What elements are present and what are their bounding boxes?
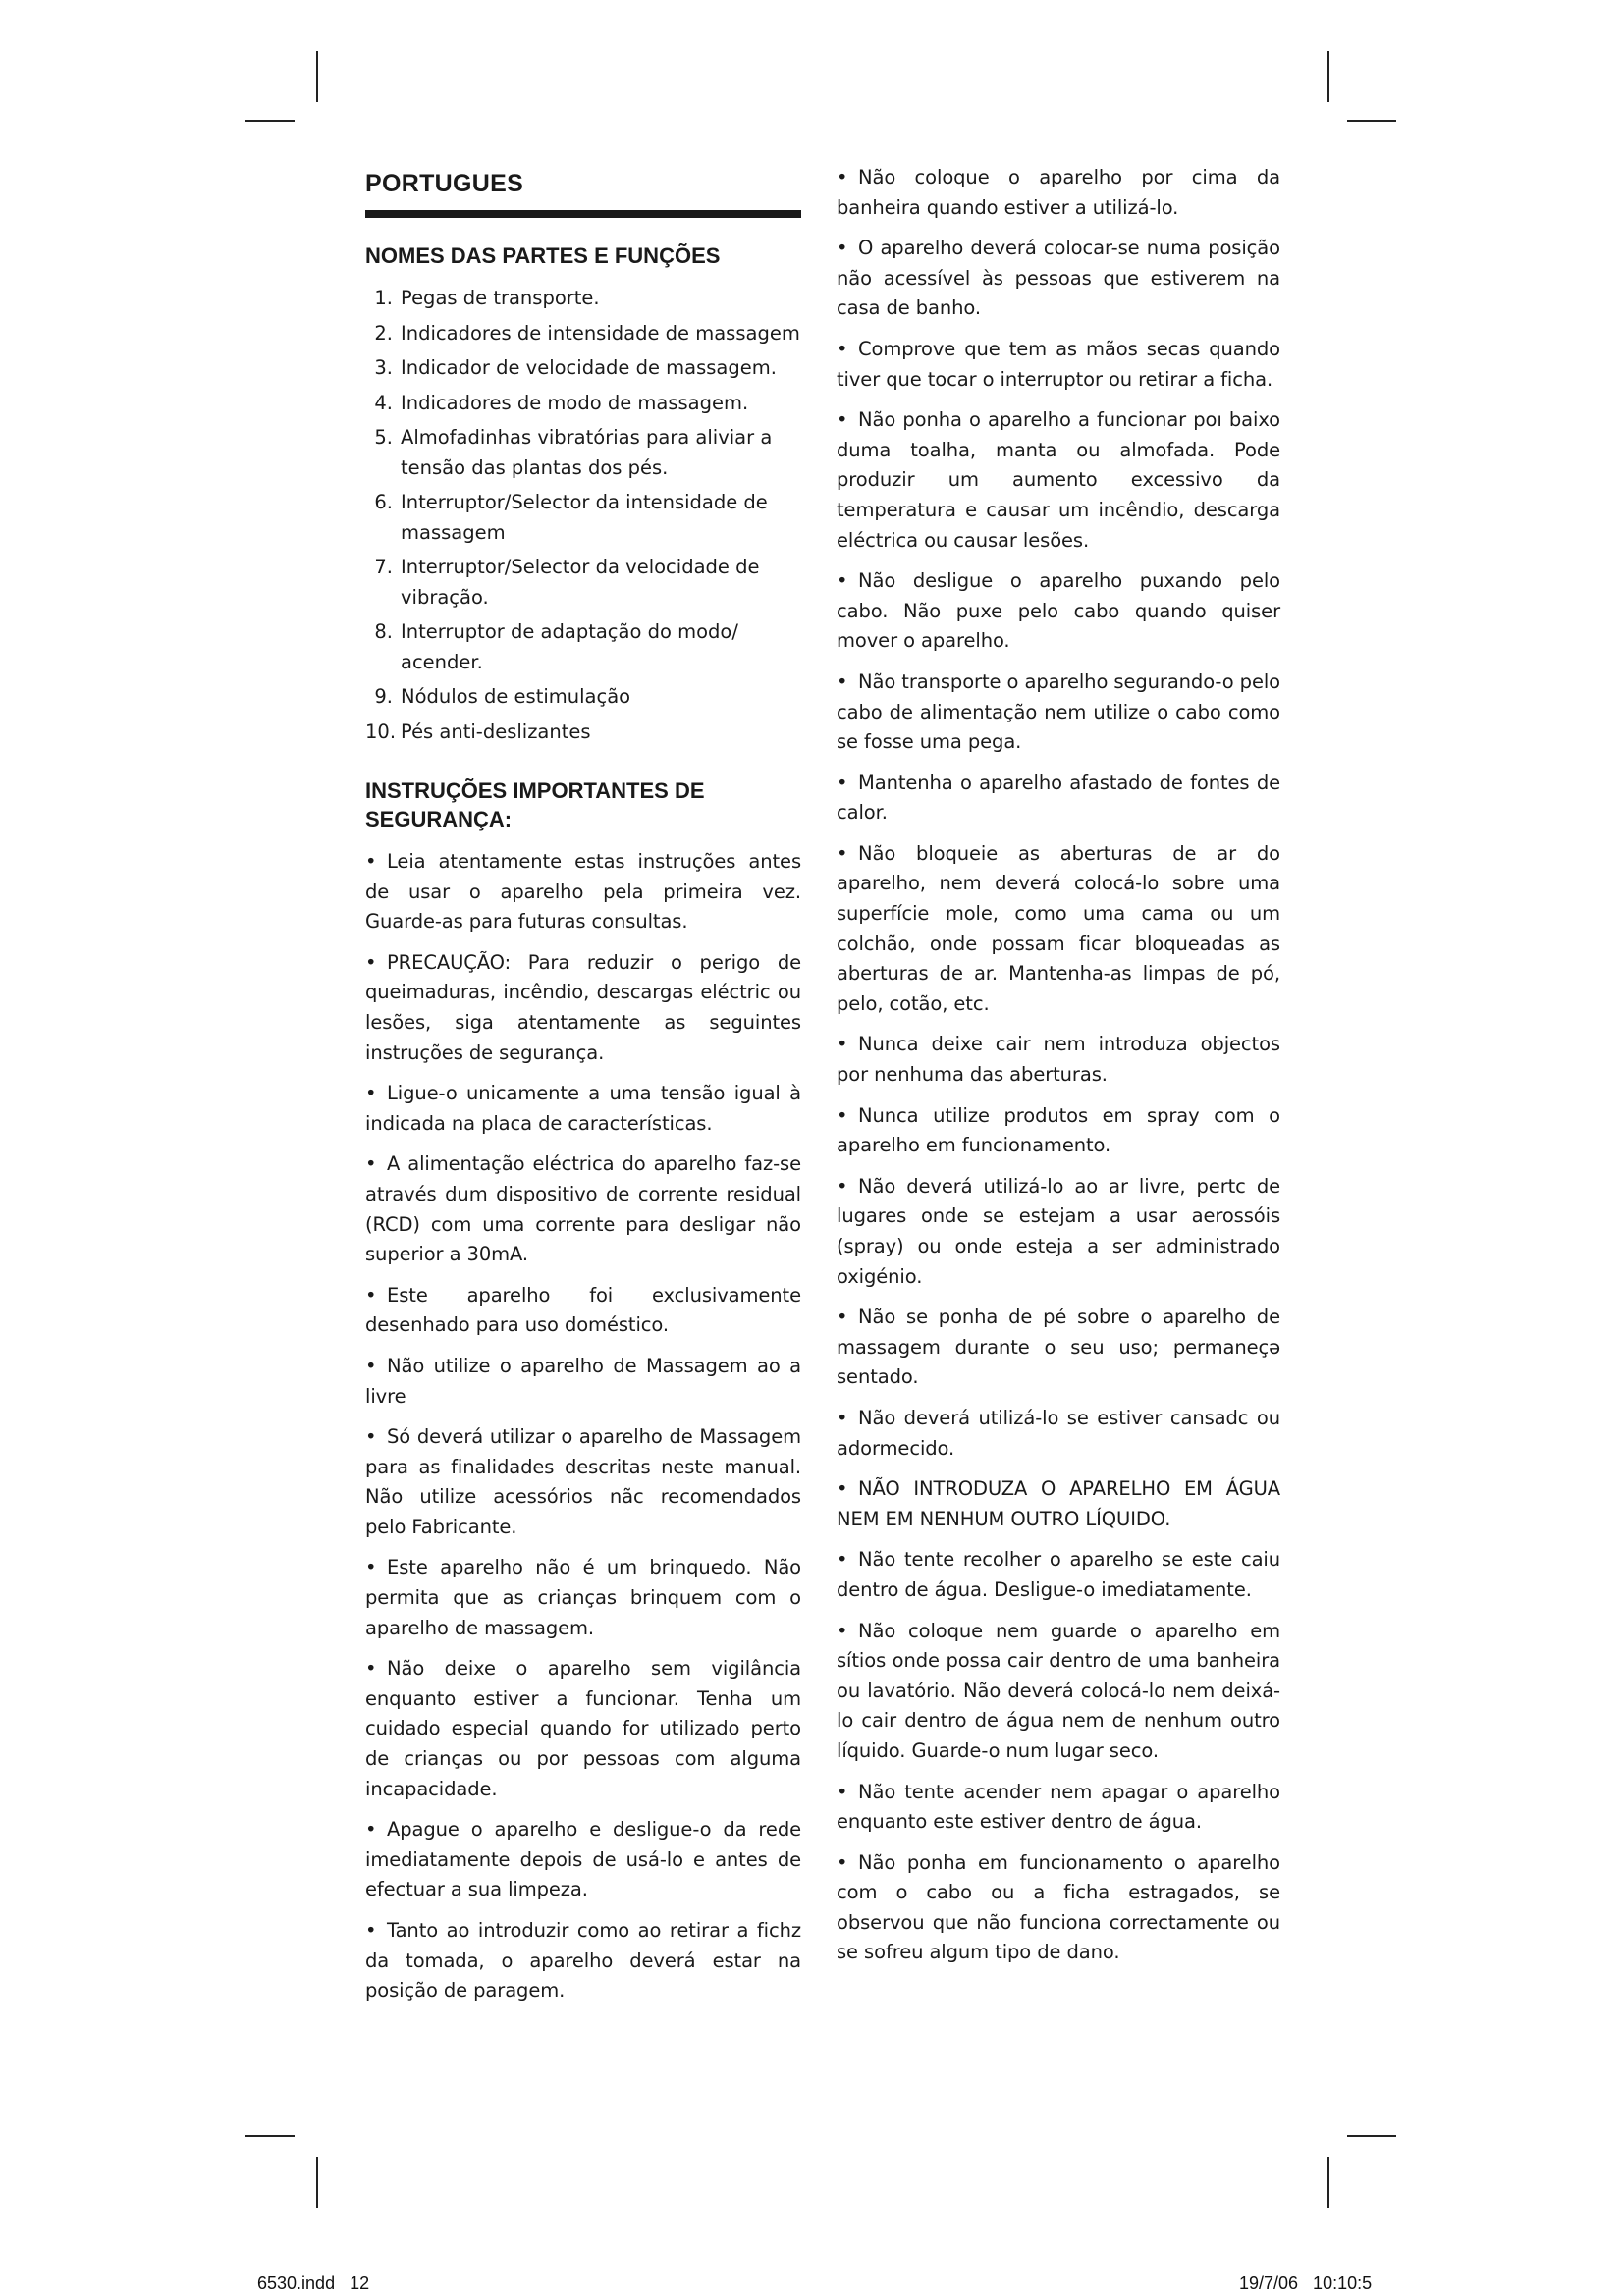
bullet-icon: • xyxy=(837,166,848,188)
bullet-text: Não coloque o aparelho por cima da banheira quando estiver a utilizá-lo. xyxy=(837,166,1280,219)
item-number: 10. xyxy=(365,720,397,743)
bullet-text: Não tente acender nem apagar o aparelho enquanto este estiver dentro de água. xyxy=(837,1780,1280,1834)
item-number: 4. xyxy=(374,391,393,414)
item-text: Pés anti-deslizantes xyxy=(401,720,591,743)
bullet-item xyxy=(837,1617,1280,1767)
item-text: Indicadores de modo de massagem. xyxy=(401,391,749,414)
item-text: Interruptor/Selector da velocidade de vibração. xyxy=(401,556,760,609)
bullet-item xyxy=(365,1654,801,1804)
bullet-icon: • xyxy=(365,950,377,974)
bullet-text: Ligue-o unicamente a uma tensão igual à indicada na placa de características. xyxy=(365,1082,801,1135)
file-label: 6530.indd 12 xyxy=(257,2273,370,2293)
bullet-item xyxy=(837,1474,1280,1534)
bullet-item xyxy=(837,335,1280,395)
print-timestamp: 19/7/06 10:10:5 xyxy=(1239,2273,1373,2293)
bullet-icon: • xyxy=(837,1103,848,1127)
bullet-text: NÃO INTRODUZA O APARELHO EM ÁGUA NEM EM NENHUM OUTRO LÍQUIDO. xyxy=(837,1477,1280,1530)
bullet-item xyxy=(837,566,1280,657)
bullet-text: O aparelho deverá colocar-se numa posição não acessível às pessoas que estiverem na casa de banho. xyxy=(837,237,1280,320)
bullet-item xyxy=(837,667,1280,758)
list-item xyxy=(365,353,801,384)
title-rule xyxy=(365,210,801,218)
list-item xyxy=(365,718,801,748)
left-column xyxy=(365,157,801,2017)
bullet-item xyxy=(365,1815,801,1905)
item-number: 6. xyxy=(374,491,393,513)
item-text: Indicador de velocidade de massagem. xyxy=(401,356,777,379)
bullet-icon: • xyxy=(365,1425,377,1449)
safety-list-left xyxy=(365,847,801,2006)
list-item xyxy=(365,553,801,613)
bullet-icon: • xyxy=(837,337,848,360)
bullet-text: Apague o aparelho e desligue-o da rede imediatamente depois de usá-lo e antes de efectuar a sua limpeza. xyxy=(365,1818,801,1901)
item-text: Almofadinhas vibratórias para aliviar a tensão das plantas dos pés. xyxy=(401,426,773,479)
crop-mark-bottom-right-h xyxy=(1347,2135,1396,2137)
bullet-text: Não deverá utilizá-lo se estiver cansadc ou adormecido. xyxy=(837,1406,1280,1460)
bullet-item xyxy=(837,234,1280,324)
bullet-item xyxy=(837,1404,1280,1464)
bullet-item xyxy=(837,1030,1280,1090)
bullet-item xyxy=(365,1149,801,1269)
list-item xyxy=(365,319,801,349)
parts-list xyxy=(365,284,801,747)
bullet-text: Comprove que tem as mãos secas quando tiver que tocar o interruptor ou retirar a ficha. xyxy=(837,337,1280,391)
bullet-item xyxy=(837,1101,1280,1161)
bullet-icon: • xyxy=(365,1082,377,1105)
bullet-icon: • xyxy=(837,237,848,260)
bullet-text: Não se ponha de pé sobre o aparelho de massagem durante o seu uso; permaneçə sentado. xyxy=(837,1306,1280,1389)
bullet-text: Leia atentamente estas instruções antes de usar o aparelho pela primeira vez. Guarde-as para futuras consultas. xyxy=(365,850,801,934)
bullet-item xyxy=(837,1778,1280,1838)
bullet-icon: • xyxy=(365,1354,377,1377)
bullet-text: PRECAUÇÃO: Para reduzir o perigo de queimaduras, incêndio, descargas eléctric ou lesões, siga atentamente as seguintes instruções de segurança. xyxy=(365,950,801,1064)
item-number: 8. xyxy=(374,620,393,643)
bullet-icon: • xyxy=(837,841,848,865)
list-item xyxy=(365,389,801,419)
list-item xyxy=(365,423,801,483)
bullet-item xyxy=(365,1553,801,1643)
item-text: Indicadores de intensidade de massagem xyxy=(401,321,800,345)
bullet-text: Tanto ao introduzir como ao retirar a fichz da tomada, o aparelho deverá estar na posição de paragem. xyxy=(365,1919,801,2002)
bullet-item xyxy=(365,1352,801,1412)
bullet-text: Não desligue o aparelho puxando pelo cabo. Não puxe pelo cabo quando quiser mover o aparelho. xyxy=(837,569,1280,653)
bullet-item xyxy=(837,1848,1280,1968)
item-number: 9. xyxy=(374,685,393,708)
crop-mark-top-right-v xyxy=(1327,51,1329,102)
bullet-icon: • xyxy=(837,1406,848,1429)
bullet-text: Este aparelho foi exclusivamente desenhado para uso doméstico. xyxy=(365,1283,801,1337)
bullet-text: Não ponha em funcionamento o aparelho com o cabo ou a ficha estragados, se observou que não funciona correctamente ou se sofreu algum tipo de dano. xyxy=(837,1850,1280,1964)
bullet-item xyxy=(837,839,1280,1020)
bullet-icon: • xyxy=(365,1657,377,1681)
list-item xyxy=(365,284,801,314)
bullet-text: Não transporte o aparelho segurando-o pelo cabo de alimentação nem utilize o cabo como se fosse uma pega. xyxy=(837,669,1280,754)
crop-mark-bottom-left-h xyxy=(245,2135,295,2137)
bullet-item xyxy=(837,1545,1280,1605)
bullet-text: Não deverá utilizá-lo ao ar livre, pertc de lugares onde se estejam a usar aerossóis (spray) ou onde esteja a ser administrado oxigénio. xyxy=(837,1174,1280,1288)
list-item xyxy=(365,488,801,548)
bullet-text: Mantenha o aparelho afastado de fontes de calor. xyxy=(837,771,1280,825)
bullet-icon: • xyxy=(365,1919,377,1942)
bullet-text: Não utilize o aparelho de Massagem ao a livre xyxy=(365,1354,801,1408)
bullet-item xyxy=(365,948,801,1068)
bullet-text: Não deixe o aparelho sem vigilância enquanto estiver a funcionar. Tenha um cuidado especial quando for utilizado perto de crianças ou por pessoas com alguma incapacidade. xyxy=(365,1657,801,1800)
list-item xyxy=(365,682,801,713)
item-text: Interruptor/Selector da intensidade de massagem xyxy=(401,491,768,544)
bullet-text: Este aparelho não é um brinquedo. Não permita que as crianças brinquem com o aparelho de massagem. xyxy=(365,1556,801,1639)
bullet-item xyxy=(837,163,1280,223)
bullet-icon: • xyxy=(837,569,848,593)
crop-mark-bottom-left-v xyxy=(316,2157,318,2208)
language-title: PORTUGUES xyxy=(365,170,524,197)
item-number: 1. xyxy=(374,287,393,309)
item-number: 7. xyxy=(374,556,393,578)
bullet-icon: • xyxy=(365,850,377,873)
bullet-text: Nunca utilize produtos em spray com o aparelho em funcionamento. xyxy=(837,1103,1280,1157)
bullet-icon: • xyxy=(837,1619,848,1642)
bullet-icon: • xyxy=(837,1477,848,1501)
item-text: Interruptor de adaptação do modo/ acender. xyxy=(401,620,738,673)
bullet-text: Não ponha o aparelho a funcionar poı baixo duma toalha, manta ou almofada. Pode produzir um aumento excessivo da temperatura e causar um incêndio, descarga eléctrica ou causar lesões. xyxy=(837,408,1280,552)
crop-mark-top-left-v xyxy=(316,51,318,102)
bullet-text: Não coloque nem guarde o aparelho em sítios onde possa cair dentro de uma banheira ou lavatório. Não deverá colocá-lo nem deixá-lo cair dentro de água nem de nenhum outro líquido. Guarde-o num lugar seco. xyxy=(837,1619,1280,1762)
bullet-icon: • xyxy=(837,1780,848,1803)
bullet-item xyxy=(837,1303,1280,1393)
bullet-icon: • xyxy=(837,1306,848,1329)
bullet-text: Não tente recolher o aparelho se este caiu dentro de água. Desligue-o imediatamente. xyxy=(837,1548,1280,1601)
bullet-text: Só deverá utilizar o aparelho de Massagem para as finalidades descritas neste manual. Não utilize acessórios nãc recomendados pelo Fabricante. xyxy=(365,1425,801,1538)
bullet-item xyxy=(365,847,801,937)
safety-list-right xyxy=(837,163,1280,1968)
crop-mark-bottom-right-v xyxy=(1327,2157,1329,2208)
bullet-icon: • xyxy=(837,1548,848,1572)
bullet-item xyxy=(365,1916,801,2006)
bullet-text: Não bloqueie as aberturas de ar do aparelho, nem deverá colocá-lo sobre uma superfície mole, como uma cama ou um colchão, onde possam ficar bloqueadas as aberturas de ar. Mantenha-as limpas de pó, pelo, cotão, etc. xyxy=(837,841,1280,1015)
crop-mark-top-right-h xyxy=(1347,120,1396,122)
item-number: 3. xyxy=(374,356,393,379)
bullet-icon: • xyxy=(365,1283,377,1307)
item-text: Nódulos de estimulação xyxy=(401,685,631,708)
bullet-icon: • xyxy=(365,1556,377,1579)
item-number: 5. xyxy=(374,426,393,449)
bullet-icon: • xyxy=(837,771,848,794)
bullet-icon: • xyxy=(365,1818,377,1842)
list-item xyxy=(365,617,801,677)
item-text: Pegas de transporte. xyxy=(401,287,600,309)
item-number: 2. xyxy=(374,321,393,345)
bullet-item xyxy=(365,1281,801,1341)
crop-mark-top-left-h xyxy=(245,120,295,122)
bullet-item xyxy=(365,1079,801,1139)
bullet-icon: • xyxy=(365,1152,377,1176)
right-column xyxy=(837,163,1280,1979)
bullet-item xyxy=(365,1422,801,1542)
bullet-icon: • xyxy=(837,408,848,432)
bullet-text: Nunca deixe cair nem introduza objectos por nenhuma das aberturas. xyxy=(837,1033,1280,1087)
bullet-icon: • xyxy=(837,669,848,693)
bullet-item xyxy=(837,405,1280,556)
safety-heading: INSTRUÇÕES IMPORTANTES DE SEGURANÇA: xyxy=(365,778,705,831)
bullet-text: A alimentação eléctrica do aparelho faz-se através dum dispositivo de corrente residual (RCD) com uma corrente para desligar não superior a 30mA. xyxy=(365,1152,801,1266)
bullet-icon: • xyxy=(837,1850,848,1874)
bullet-icon: • xyxy=(837,1033,848,1056)
bullet-item xyxy=(837,769,1280,828)
bullet-item xyxy=(837,1172,1280,1292)
parts-heading: NOMES DAS PARTES E FUNÇÕES xyxy=(365,243,721,268)
bullet-icon: • xyxy=(837,1174,848,1198)
